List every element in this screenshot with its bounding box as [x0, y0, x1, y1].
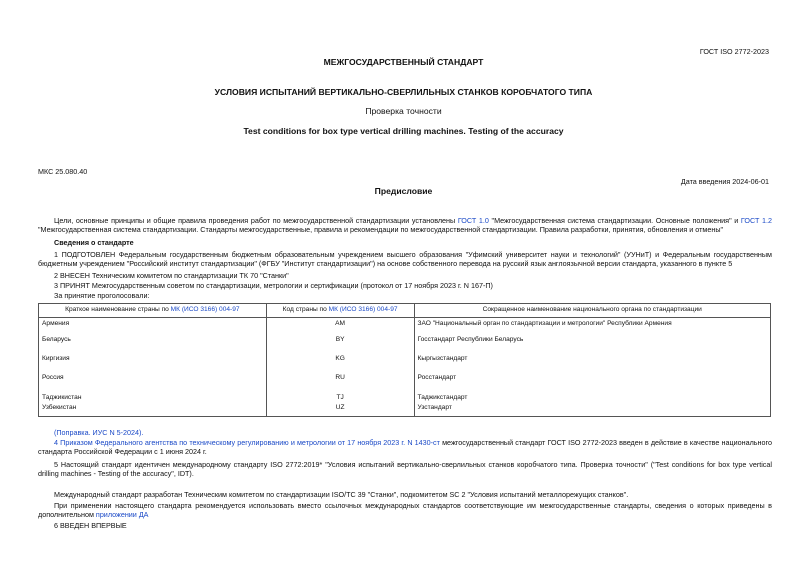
link-amendment-ius[interactable]: (Поправка. ИУС N 5-2024).	[54, 428, 144, 437]
cell-country: Таджикистан	[39, 394, 267, 404]
foreword-text-b: "Межгосударственная система стандартизации. Основные положения" и	[488, 216, 741, 225]
column-header-code	[266, 304, 414, 318]
item-3-adopted: 3 ПРИНЯТ Межгосударственным советом по стандартизации, метрологии и сертификации (протокол от 17 ноября 2023 г. N 167-П)	[54, 281, 493, 290]
foreword-text-c: "Межгосударственная система стандартизации. Стандарты межгосударственные, правила и рекомендации по межгосударственной стандартизации. Правила разработки, принятия, обновления и отмены"	[38, 225, 724, 235]
link-rosstandart-order[interactable]: 4 Приказом Федерального агентства по техническому регулированию и метрологии от 17 ноября 2023 г. N 1430-ст	[54, 438, 440, 447]
document-title-en: Test conditions for box type vertical drilling machines. Testing of the accuracy	[243, 126, 564, 136]
table-row	[39, 317, 771, 336]
cell-country: Узбекистан	[39, 404, 267, 416]
cell-code: RU	[266, 374, 414, 394]
introduction-date: Дата введения 2024-06-01	[680, 177, 769, 186]
cell-code: AM	[266, 317, 414, 336]
references-note	[38, 501, 772, 520]
cell-body: Росстандарт	[414, 374, 771, 394]
standard-type-heading: МЕЖГОСУДАРСТВЕННЫЙ СТАНДАРТ	[323, 57, 484, 67]
link-gost-1-0[interactable]: ГОСТ 1.0	[457, 216, 489, 225]
cell-body: Госстандарт Республики Беларусь	[414, 336, 771, 355]
cell-country: Россия	[39, 374, 267, 394]
international-development-note: Международный стандарт разработан Техническим комитетом по стандартизации ISO/TC 39 "Станки", подкомитетом SC 2 "Условия испытаний металлорежущих станков".	[54, 490, 629, 499]
standard-info-heading: Сведения о стандарте	[54, 238, 134, 247]
foreword-text-a: Цели, основные принципы и общие правила проведения работ по межгосударственной стандартизации установлены	[54, 216, 458, 225]
foreword-heading: Предисловие	[374, 186, 433, 196]
table-row	[39, 374, 771, 394]
cell-body: ЗАО "Национальный орган по стандартизации и метрологии" Республики Армения	[414, 317, 771, 336]
foreword-paragraph-principles	[38, 216, 772, 235]
cell-country: Киргизия	[39, 355, 267, 374]
column-header-country-text: Краткое наименование страны по	[65, 306, 171, 313]
cell-country: Армения	[39, 317, 267, 336]
table-row	[39, 394, 771, 404]
column-header-body: Сокращенное наименование национального органа по стандартизации	[414, 304, 771, 318]
link-appendix-da[interactable]: приложении ДА	[95, 510, 149, 520]
cell-code: KG	[266, 355, 414, 374]
table-header-row	[39, 304, 771, 318]
table-row	[39, 404, 771, 416]
cell-body: Таджикстандарт	[414, 394, 771, 404]
column-header-country	[39, 304, 267, 318]
cell-code: BY	[266, 336, 414, 355]
item-4-order	[38, 438, 772, 457]
references-text: При применении настоящего стандарта рекомендуется использовать вместо ссылочных международных стандартов соответствующие им межгосударственные стандарты, сведения о которых приведены в дополнительном	[38, 501, 772, 520]
document-code: ГОСТ ISO 2772-2023	[699, 47, 769, 56]
table-row	[39, 355, 771, 374]
item-5-identical: 5 Настоящий стандарт идентичен международному стандарту ISO 2772:2019* "Условия испытаний вертикально-сверлильных станков коробчатого типа. Проверка точности" ("Test conditions for box type vertical drilling machines - Testing of the accuracy", IDT).	[38, 460, 772, 479]
item-1-prepared: 1 ПОДГОТОВЛЕН Федеральным государственным бюджетным образовательным учреждением высшего образования "Уфимский университет науки и технологий" (УУНиТ) и Федеральным государственным бюджетным учреждением "Российский институт стандартизации" (ФГБУ "Институт стандартизации") на основе собственного перевода на русский язык англоязычной версии стандарта, указанного в пункте 5	[38, 250, 772, 269]
voted-for-label: За принятие проголосовали:	[54, 291, 150, 300]
document-title-ru: УСЛОВИЯ ИСПЫТАНИЙ ВЕРТИКАЛЬНО-СВЕРЛИЛЬНЫХ СТАНКОВ КОРОБЧАТОГО ТИПА	[214, 87, 593, 97]
amendment-note	[38, 428, 772, 437]
link-gost-1-2[interactable]: ГОСТ 1.2	[740, 216, 772, 225]
column-header-code-text: Код страны по	[282, 306, 329, 313]
voting-countries-table	[38, 303, 771, 417]
document-subtitle-ru: Проверка точности	[365, 106, 442, 116]
item-2-submitted: 2 ВНЕСЕН Техническим комитетом по стандартизации ТК 70 "Станки"	[54, 271, 289, 280]
cell-body: Узстандарт	[414, 404, 771, 416]
item-4-text: межгосударственный стандарт ГОСТ ISO 2772-2023 введен в действие в качестве национального стандарта Российской Федерации с 1 июня 2024 г.	[38, 438, 772, 457]
cell-code: UZ	[266, 404, 414, 416]
item-6-introduced: 6 ВВЕДЕН ВПЕРВЫЕ	[54, 521, 127, 530]
link-mk-iso-3166-code[interactable]: МК (ИСО 3166) 004-97	[328, 306, 398, 313]
cell-country: Беларусь	[39, 336, 267, 355]
mks-code: МКС 25.080.40	[38, 167, 88, 176]
link-mk-iso-3166-country[interactable]: МК (ИСО 3166) 004-97	[170, 306, 240, 313]
cell-code: TJ	[266, 394, 414, 404]
table-row	[39, 336, 771, 355]
cell-body: Кыргызстандарт	[414, 355, 771, 374]
